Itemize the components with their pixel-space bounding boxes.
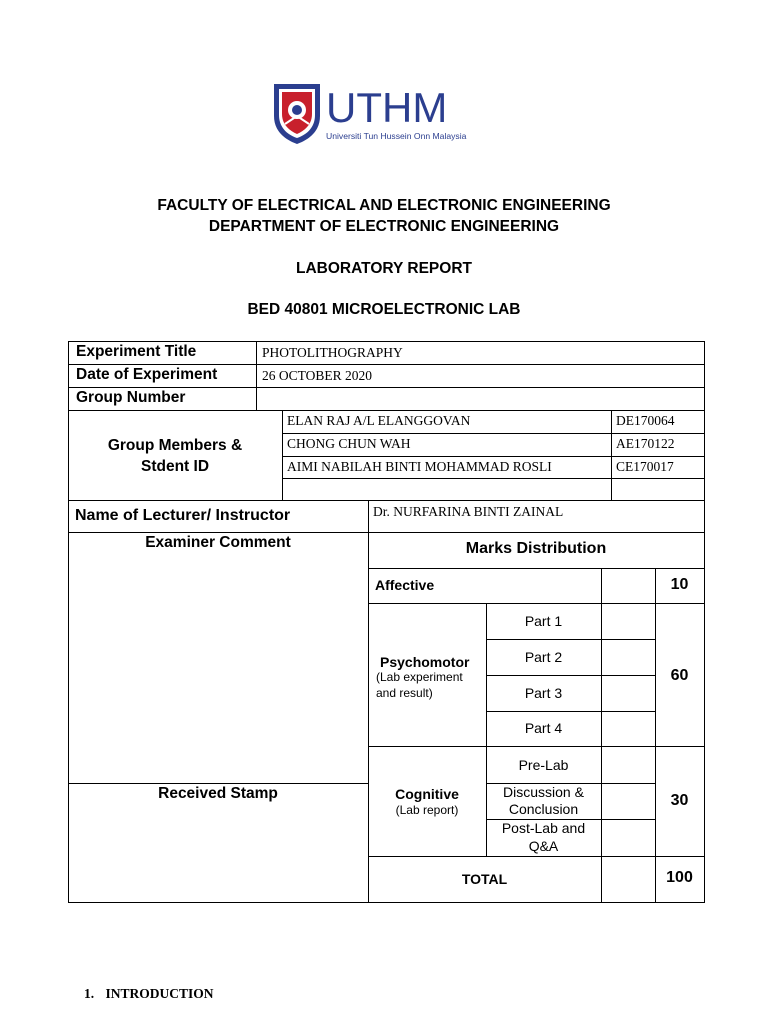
psychomotor-sub-line1: (Lab experiment [376,670,463,684]
section-heading [84,986,214,1002]
affective-marks: 10 [670,576,689,593]
psychomotor-label: Psychomotor [380,654,470,670]
cognitive-part: Discussion & [503,784,584,800]
date-label: Date of Experiment [76,366,218,383]
psychomotor-marks: 60 [670,667,689,684]
members-label-line1: Group Members & [107,437,243,454]
psychomotor-part: Part 3 [524,685,563,701]
logo-wordmark: UTHM [326,84,448,131]
total-label: TOTAL [461,871,508,887]
psychomotor-sub-line2: and result) [376,686,433,700]
cognitive-sub: (Lab report) [395,803,459,817]
section-title: INTRODUCTION [105,986,214,1001]
section-number: 1. [84,986,95,1001]
member-name: AIMI NABILAH BINTI MOHAMMAD ROSLI [287,459,552,474]
received-stamp-label: Received Stamp [158,785,278,802]
member-name: CHONG CHUN WAH [287,436,411,451]
cognitive-part: Post-Lab and [501,820,586,836]
cognitive-part: Q&A [528,838,559,854]
faculty-heading: FACULTY OF ELECTRICAL AND ELECTRONIC ENGINEERING [157,197,611,214]
examiner-comment-label: Examiner Comment [145,534,291,551]
experiment-title-label: Experiment Title [76,343,197,360]
member-id: AE170122 [616,436,675,451]
experiment-title-value: PHOTOLITHOGRAPHY [262,345,403,360]
department-heading: DEPARTMENT OF ELECTRONIC ENGINEERING [208,218,560,235]
total-marks: 100 [666,869,693,886]
date-value: 26 OCTOBER 2020 [262,368,373,383]
cognitive-part: Conclusion [508,801,579,817]
member-name: ELAN RAJ A/L ELANGGOVAN [287,413,471,428]
lecturer-label: Name of Lecturer/ Instructor [75,507,291,524]
cognitive-marks: 30 [670,792,689,809]
uthm-logo [272,82,484,146]
course-heading: BED 40801 MICROELECTRONIC LAB [247,301,521,318]
cognitive-label: Cognitive [395,786,459,802]
psychomotor-part: Part 2 [524,649,563,665]
logo-tagline: Universiti Tun Hussein Onn Malaysia [326,131,467,141]
lecturer-value: Dr. NURFARINA BINTI ZAINAL [373,504,564,519]
member-id: DE170064 [616,413,675,428]
cognitive-part: Pre-Lab [518,757,569,773]
psychomotor-part: Part 1 [524,613,563,629]
group-number-label: Group Number [76,389,186,406]
member-id: CE170017 [616,459,674,474]
affective-label: Affective [375,577,435,593]
psychomotor-part: Part 4 [524,720,563,736]
members-label-line2: Stdent ID [140,458,210,475]
marks-distribution-title: Marks Distribution [465,540,607,557]
report-type-heading: LABORATORY REPORT [296,260,472,277]
